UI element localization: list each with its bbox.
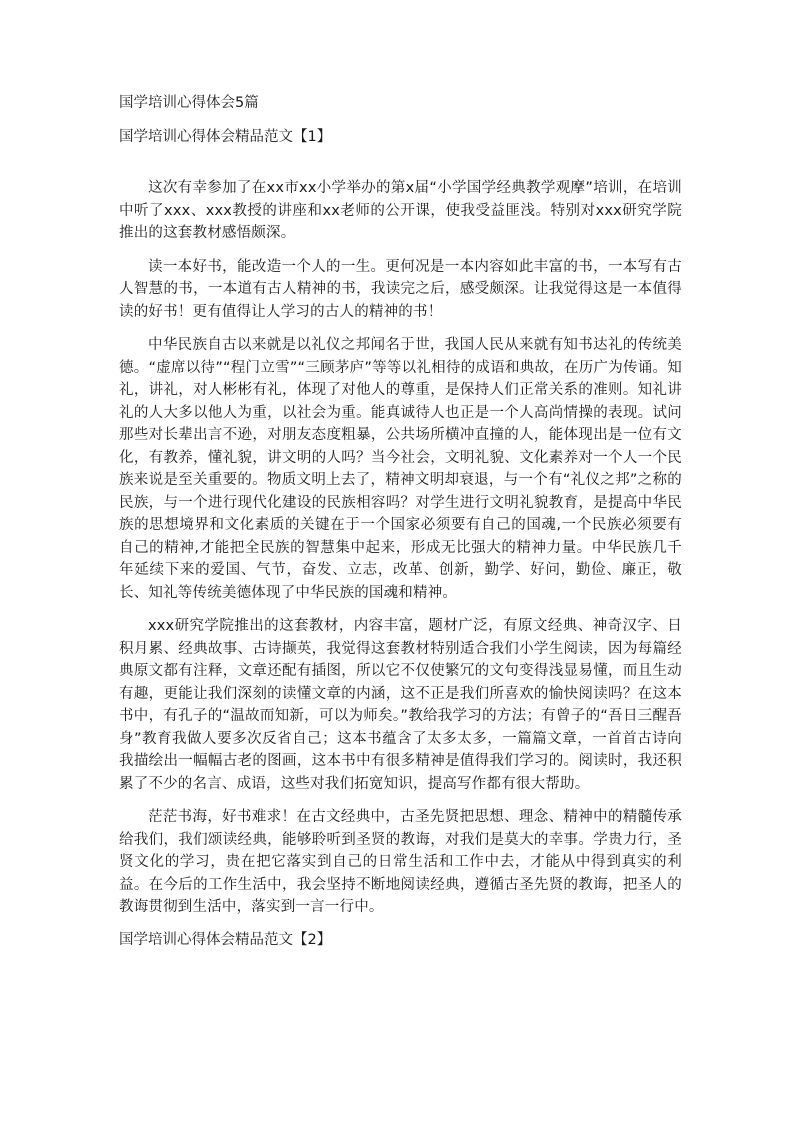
paragraph-3: 中华民族自古以来就是以礼仪之邦闻名于世，我国人民从来就有知书达礼的传统美德。“虚席以待”“程门立雪”“三顾茅庐”等等以礼相待的成语和典故，在历广为传诵。知礼，讲礼，对人彬彬有礼，体现了对他人的尊重，是保持人们正常关系的准则。知礼讲礼的人大多以他人为重，以社会为重。能真诚待人也正是一个人高尚情操的表现。试问那些对长辈出言不逊，对朋友态度粗暴，公共场所横冲直撞的人，能体现出是一位有文化，有教养，懂礼貌，讲文明的人吗？当今社会，文明礼貌、文化素养对一个人一个民族来说是至关重要的。物质文明上去了，精神文明却衰退，与一个有“礼仪之邦”之称的民族，与一个进行现代化建设的民族相容吗？对学生进行文明礼貌教育，是提高中华民族的思想境界和文化素质的关键在于一个国家必须要有自己的国魂,一个民族必须要有自己的精神,才能把全民族的智慧集中起来，形成无比强大的精神力量。中华民族几千年延续下来的爱国、气节，奋发、立志，改革、创新，勤学、好问，勤俭、廉正，敬长、知礼等传统美德体现了中华民族的国魂和精神。: [119, 337, 682, 601]
paragraph-4: xxx研究学院推出的这套教材，内容丰富，题材广泛，有原文经典、神奇汉字、日积月累、经典故事、古诗撷英，我觉得这套教材特别适合我们小学生阅读，因为每篇经典原文都有注释，文章还配有插图，所以它不仅使繁冗的文句变得浅显易懂，而且生动有趣，更能让我们深刻的读懂文章的内涵，这不正是我们所喜欢的愉快阅读吗？在这本书中，有孔子的“温故而知新，可以为师矣。”教给我学习的方法；有曾子的“吾日三醒吾身”教育我做人要多次反省自己；这本书蕴含了太多太多，一篇篇文章，一首首古诗向我描绘出一幅幅古老的图画，这本书中有很多精神是值得我们学习的。阅读时，我还积累了不少的名言、成语，这些对我们拓宽知识，提高写作都有很大帮助。: [119, 618, 682, 792]
paragraph-5: 茫茫书海，好书难求！在古文经典中，古圣先贤把思想、理念、精神中的精髓传承给我们，我们颂读经典，能够聆听到圣贤的教诲，对我们是莫大的幸事。学贵力行，圣贤文化的学习，贵在把它落实到自己的日常生活和工作中去，才能从中得到真实的利益。在今后的工作生活中，我会坚持不断地阅读经典，遵循古圣先贤的教诲，把圣人的教诲贯彻到生活中，落实到一言一行中。: [119, 809, 682, 915]
section-heading-2: 国学培训心得体会精品范文【2】: [119, 931, 332, 948]
paragraph-1: 这次有幸参加了在xx市xx小学举办的第x届“小学国学经典教学观摩”培训，在培训中听了xxx、xxx教授的讲座和xx老师的公开课，使我受益匪浅。特别对xxx研究学院推出的这套教材感悟颇深。: [119, 180, 682, 241]
document-title: 国学培训心得体会5篇: [119, 95, 259, 111]
section-heading-1: 国学培训心得体会精品范文【1】: [119, 129, 332, 145]
document-page: [119, 93, 682, 950]
paragraph-2: 读一本好书，能改造一个人的一生。更何况是一本内容如此丰富的书，一本写有古人智慧的书，一本道有古人精神的书，我读完之后，感受颇深。让我觉得这是一本值得读的好书！更有值得让人学习的古人的精神的书！: [119, 258, 682, 320]
